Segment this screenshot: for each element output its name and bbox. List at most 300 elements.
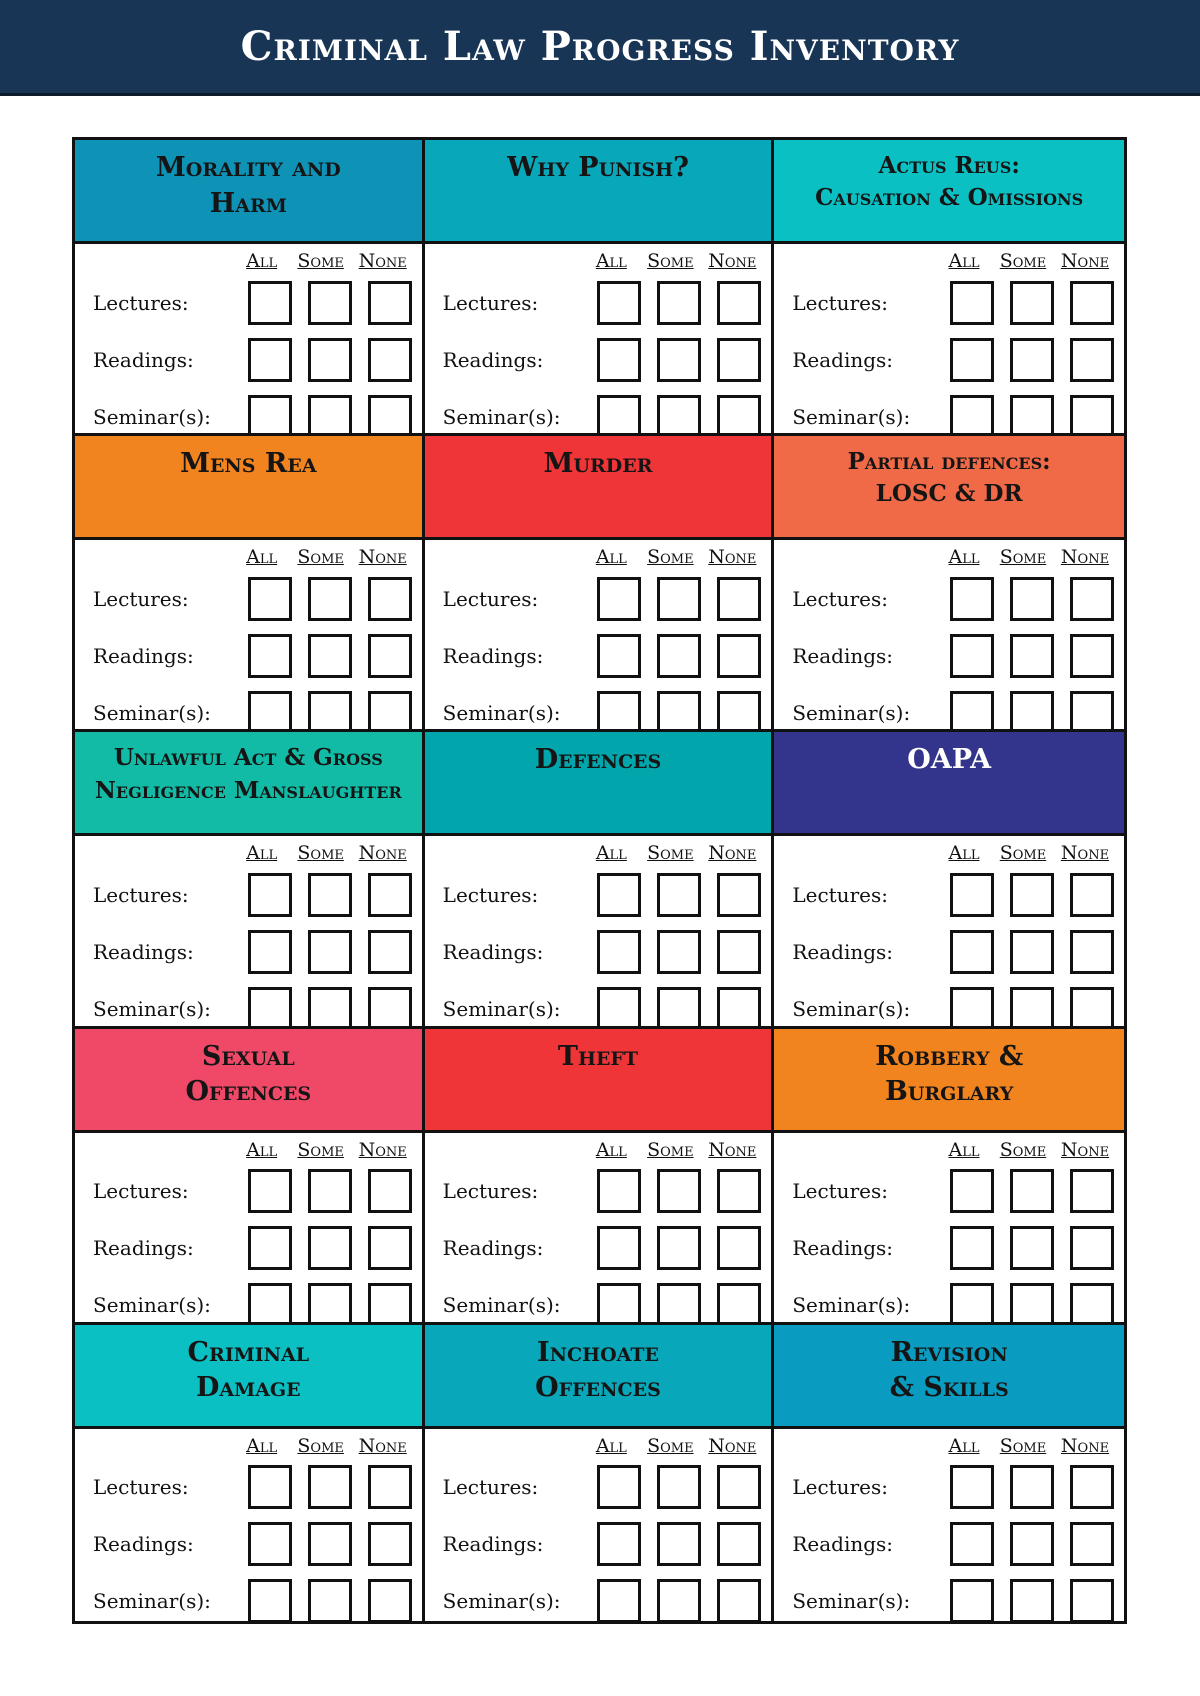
checkbox-readings-some[interactable]	[1010, 634, 1054, 678]
checkbox-lectures-all[interactable]	[248, 577, 292, 621]
checkbox-lectures-all[interactable]	[597, 281, 641, 325]
checkbox-lectures-all[interactable]	[597, 1465, 641, 1509]
checkbox-lectures-some[interactable]	[308, 281, 352, 325]
checkbox-lectures-none[interactable]	[368, 873, 412, 917]
topic-card-robbery-burglary	[774, 1029, 1124, 1325]
column-headers	[443, 842, 762, 866]
checkbox-group	[597, 1283, 761, 1325]
checkbox-lectures-some[interactable]	[657, 1465, 701, 1509]
column-headers	[792, 1139, 1114, 1163]
checkbox-group	[950, 281, 1114, 325]
topic-header	[75, 140, 422, 244]
checkbox-lectures-none[interactable]	[1070, 1169, 1114, 1213]
checkbox-seminars-some[interactable]	[1010, 1579, 1054, 1621]
checkbox-lectures-some[interactable]	[308, 577, 352, 621]
checkbox-group	[950, 577, 1114, 621]
row-label-seminars: Seminar(s):	[93, 996, 211, 1021]
progress-tracker	[425, 836, 772, 1028]
row-lectures	[93, 274, 412, 331]
row-lectures	[93, 866, 412, 923]
row-label-lectures: Lectures:	[93, 1179, 189, 1204]
checkbox-seminars-none[interactable]	[1070, 987, 1114, 1029]
column-headers	[93, 842, 412, 866]
topic-card-mens-rea	[75, 436, 425, 732]
column-header-some: Some	[999, 1434, 1047, 1457]
row-lectures	[443, 866, 762, 923]
checkbox-group	[597, 395, 761, 437]
column-header-some: Some	[999, 1138, 1047, 1161]
progress-tracker	[774, 1429, 1124, 1621]
topic-header	[75, 732, 422, 836]
checkbox-readings-all[interactable]	[597, 634, 641, 678]
row-label-lectures: Lectures:	[792, 290, 888, 315]
row-label-readings: Readings:	[792, 939, 894, 964]
checkbox-lectures-some[interactable]	[1010, 873, 1054, 917]
column-header-none: None	[1060, 1138, 1110, 1161]
checkbox-readings-none[interactable]	[1070, 1226, 1114, 1270]
checkbox-lectures-some[interactable]	[657, 1169, 701, 1213]
checkbox-lectures-none[interactable]	[1070, 873, 1114, 917]
checkbox-readings-none[interactable]	[368, 930, 412, 974]
checkbox-lectures-all[interactable]	[950, 577, 994, 621]
topic-header	[75, 436, 422, 540]
row-seminars	[443, 980, 762, 1028]
row-lectures	[792, 570, 1114, 627]
checkbox-seminars-none[interactable]	[368, 1283, 412, 1325]
checkbox-readings-all[interactable]	[248, 930, 292, 974]
progress-tracker	[75, 836, 422, 1028]
checkbox-group	[248, 987, 412, 1029]
checkbox-seminars-all[interactable]	[950, 987, 994, 1029]
checkbox-seminars-none[interactable]	[368, 691, 412, 733]
row-label-readings: Readings:	[792, 1532, 894, 1557]
checkbox-readings-all[interactable]	[950, 634, 994, 678]
checkbox-lectures-some[interactable]	[1010, 281, 1054, 325]
checkbox-group	[248, 395, 412, 437]
row-seminars	[443, 1277, 762, 1325]
checkbox-readings-none[interactable]	[368, 634, 412, 678]
checkbox-lectures-none[interactable]	[717, 577, 761, 621]
checkbox-seminars-some[interactable]	[308, 987, 352, 1029]
checkbox-readings-none[interactable]	[717, 338, 761, 382]
row-lectures	[443, 570, 762, 627]
checkbox-seminars-all[interactable]	[950, 691, 994, 733]
topic-title: Sexual Offences	[185, 1040, 312, 1108]
column-header-all: All	[595, 842, 627, 865]
checkbox-readings-some[interactable]	[657, 1522, 701, 1566]
row-seminars	[93, 980, 412, 1028]
row-label-seminars: Seminar(s):	[792, 996, 911, 1021]
row-label-lectures: Lectures:	[792, 1475, 888, 1500]
checkbox-group	[950, 873, 1114, 917]
row-label-lectures: Lectures:	[93, 586, 189, 611]
checkbox-lectures-all[interactable]	[950, 873, 994, 917]
checkbox-readings-none[interactable]	[717, 634, 761, 678]
checkbox-readings-some[interactable]	[308, 634, 352, 678]
checkbox-seminars-some[interactable]	[657, 1579, 701, 1621]
topic-card-theft	[425, 1029, 775, 1325]
checkbox-group	[597, 691, 761, 733]
checkbox-lectures-all[interactable]	[597, 873, 641, 917]
checkbox-group	[248, 873, 412, 917]
checkbox-readings-all[interactable]	[597, 930, 641, 974]
column-header-all: All	[948, 842, 980, 865]
topic-card-morality-and-harm	[75, 140, 425, 436]
progress-tracker	[75, 1133, 422, 1325]
row-label-seminars: Seminar(s):	[792, 700, 911, 725]
checkbox-lectures-none[interactable]	[1070, 577, 1114, 621]
checkbox-lectures-some[interactable]	[1010, 577, 1054, 621]
checkbox-seminars-some[interactable]	[657, 1283, 701, 1325]
checkbox-lectures-none[interactable]	[368, 1169, 412, 1213]
checkbox-seminars-some[interactable]	[657, 395, 701, 437]
checkbox-lectures-all[interactable]	[950, 1169, 994, 1213]
checkbox-lectures-none[interactable]	[368, 577, 412, 621]
row-lectures	[443, 274, 762, 331]
topic-card-revision-skills	[774, 1325, 1124, 1621]
checkbox-readings-all[interactable]	[597, 338, 641, 382]
row-seminars	[443, 388, 762, 436]
checkbox-group	[950, 1465, 1114, 1509]
checkbox-group	[248, 281, 412, 325]
checkbox-readings-some[interactable]	[308, 930, 352, 974]
checkbox-lectures-all[interactable]	[248, 281, 292, 325]
checkbox-readings-some[interactable]	[657, 930, 701, 974]
checkbox-seminars-none[interactable]	[1070, 395, 1114, 437]
topic-title: Partial defences: LOSC & DR	[847, 448, 1051, 508]
checkbox-readings-all[interactable]	[248, 338, 292, 382]
checkbox-readings-none[interactable]	[717, 1522, 761, 1566]
checkbox-seminars-some[interactable]	[308, 1283, 352, 1325]
topic-card-why-punish	[425, 140, 775, 436]
checkbox-seminars-all[interactable]	[950, 1579, 994, 1621]
topic-title: Morality and Harm	[155, 152, 341, 219]
checkbox-seminars-none[interactable]	[1070, 1579, 1114, 1621]
topic-header	[425, 1029, 772, 1133]
row-seminars	[93, 1573, 412, 1621]
checkbox-seminars-none[interactable]	[717, 1579, 761, 1621]
checkbox-readings-some[interactable]	[308, 1522, 352, 1566]
row-label-readings: Readings:	[792, 643, 894, 668]
checkbox-lectures-all[interactable]	[950, 281, 994, 325]
topic-card-partial-defences-losc-dr	[774, 436, 1124, 732]
topic-header	[774, 732, 1124, 836]
checkbox-lectures-none[interactable]	[717, 873, 761, 917]
checkbox-group	[950, 395, 1114, 437]
checkbox-seminars-some[interactable]	[1010, 1283, 1054, 1325]
checkbox-group	[950, 1579, 1114, 1621]
column-header-all: All	[246, 546, 278, 569]
column-header-some: Some	[999, 250, 1047, 272]
column-header-none: None	[1060, 250, 1110, 272]
checkbox-seminars-some[interactable]	[1010, 691, 1054, 733]
topic-title: Theft	[557, 1040, 639, 1072]
row-seminars	[93, 1277, 412, 1325]
row-label-lectures: Lectures:	[442, 290, 539, 315]
column-header-none: None	[358, 842, 407, 865]
row-seminars	[792, 684, 1114, 732]
checkbox-lectures-some[interactable]	[308, 873, 352, 917]
checkbox-seminars-all[interactable]	[950, 395, 994, 437]
checkbox-group	[950, 930, 1114, 974]
checkbox-lectures-none[interactable]	[368, 281, 412, 325]
checkbox-seminars-all[interactable]	[248, 987, 292, 1029]
checkbox-group	[248, 1226, 412, 1270]
topic-header	[774, 436, 1124, 540]
checkbox-lectures-some[interactable]	[1010, 1465, 1054, 1509]
topic-title: Revision & Skills	[889, 1336, 1009, 1404]
checkbox-readings-all[interactable]	[248, 1226, 292, 1270]
checkbox-seminars-some[interactable]	[657, 691, 701, 733]
checkbox-seminars-all[interactable]	[248, 395, 292, 437]
checkbox-lectures-none[interactable]	[717, 281, 761, 325]
checkbox-readings-all[interactable]	[597, 1522, 641, 1566]
checkbox-readings-none[interactable]	[368, 338, 412, 382]
row-label-lectures: Lectures:	[442, 1475, 539, 1500]
row-label-readings: Readings:	[442, 1236, 544, 1261]
topic-title: Criminal Damage	[187, 1336, 310, 1404]
column-header-some: Some	[999, 546, 1047, 569]
checkbox-seminars-none[interactable]	[717, 987, 761, 1029]
progress-tracker	[75, 1429, 422, 1621]
checkbox-seminars-some[interactable]	[657, 987, 701, 1029]
checkbox-lectures-none[interactable]	[717, 1169, 761, 1213]
checkbox-group	[248, 634, 412, 678]
row-readings	[792, 627, 1114, 684]
checkbox-group	[597, 281, 761, 325]
progress-tracker	[774, 540, 1124, 732]
column-header-some: Some	[297, 546, 344, 569]
row-seminars	[792, 1573, 1114, 1621]
checkbox-group	[950, 1522, 1114, 1566]
row-lectures	[93, 570, 412, 627]
row-lectures	[792, 1459, 1114, 1516]
checkbox-group	[950, 338, 1114, 382]
checkbox-readings-none[interactable]	[1070, 930, 1114, 974]
checkbox-seminars-some[interactable]	[308, 691, 352, 733]
checkbox-readings-all[interactable]	[950, 338, 994, 382]
checkbox-seminars-none[interactable]	[368, 987, 412, 1029]
checkbox-lectures-all[interactable]	[597, 1169, 641, 1213]
checkbox-readings-some[interactable]	[308, 338, 352, 382]
checkbox-lectures-some[interactable]	[1010, 1169, 1054, 1213]
column-header-all: All	[595, 1434, 627, 1457]
progress-tracker	[75, 540, 422, 732]
row-label-seminars: Seminar(s):	[93, 1293, 211, 1318]
checkbox-seminars-all[interactable]	[597, 1579, 641, 1621]
topic-title: Why Punish?	[507, 152, 689, 183]
checkbox-readings-some[interactable]	[308, 1226, 352, 1270]
topic-card-unlawful-act-gross-negligence-manslaughter	[75, 732, 425, 1028]
checkbox-readings-none[interactable]	[368, 1522, 412, 1566]
checkbox-seminars-all[interactable]	[248, 1283, 292, 1325]
column-header-all: All	[246, 250, 278, 272]
checkbox-group	[597, 1522, 761, 1566]
checkbox-readings-none[interactable]	[717, 930, 761, 974]
row-label-seminars: Seminar(s):	[442, 1293, 561, 1318]
column-header-some: Some	[297, 1138, 344, 1161]
checkbox-readings-some[interactable]	[1010, 930, 1054, 974]
column-header-none: None	[358, 546, 407, 569]
checkbox-seminars-none[interactable]	[368, 1579, 412, 1621]
checkbox-seminars-all[interactable]	[248, 1579, 292, 1621]
checkbox-seminars-none[interactable]	[717, 1283, 761, 1325]
column-headers	[443, 1435, 762, 1459]
checkbox-seminars-none[interactable]	[1070, 691, 1114, 733]
topic-header	[425, 732, 772, 836]
checkbox-seminars-all[interactable]	[597, 987, 641, 1029]
checkbox-readings-none[interactable]	[717, 1226, 761, 1270]
topic-card-sexual-offences	[75, 1029, 425, 1325]
checkbox-readings-some[interactable]	[657, 1226, 701, 1270]
checkbox-lectures-all[interactable]	[248, 1169, 292, 1213]
column-header-none: None	[358, 1434, 407, 1457]
topic-card-defences	[425, 732, 775, 1028]
column-headers	[93, 250, 412, 274]
progress-tracker	[774, 836, 1124, 1028]
checkbox-seminars-none[interactable]	[717, 395, 761, 437]
checkbox-lectures-none[interactable]	[717, 1465, 761, 1509]
checkbox-lectures-none[interactable]	[368, 1465, 412, 1509]
checkbox-readings-all[interactable]	[950, 1226, 994, 1270]
row-readings	[443, 1516, 762, 1573]
column-header-none: None	[1060, 546, 1110, 569]
checkbox-seminars-some[interactable]	[1010, 395, 1054, 437]
column-header-some: Some	[647, 1434, 694, 1457]
checkbox-seminars-some[interactable]	[308, 1579, 352, 1621]
checkbox-group	[950, 1226, 1114, 1270]
row-seminars	[93, 388, 412, 436]
topic-header	[774, 1325, 1124, 1429]
checkbox-group	[950, 1169, 1114, 1213]
column-header-all: All	[246, 1434, 278, 1457]
checkbox-readings-none[interactable]	[1070, 338, 1114, 382]
topic-title: Robbery & Burglary	[875, 1040, 1024, 1108]
row-label-seminars: Seminar(s):	[93, 404, 211, 429]
row-label-readings: Readings:	[93, 643, 194, 668]
progress-tracker	[425, 244, 772, 436]
checkbox-lectures-some[interactable]	[308, 1465, 352, 1509]
row-label-readings: Readings:	[93, 347, 194, 372]
checkbox-readings-some[interactable]	[1010, 1522, 1054, 1566]
topic-title: Defences	[534, 744, 662, 776]
checkbox-group	[248, 1522, 412, 1566]
checkbox-group	[597, 577, 761, 621]
checkbox-readings-all[interactable]	[248, 634, 292, 678]
row-label-readings: Readings:	[792, 347, 894, 372]
checkbox-readings-all[interactable]	[950, 1522, 994, 1566]
checkbox-readings-all[interactable]	[950, 930, 994, 974]
row-readings	[93, 331, 412, 388]
checkbox-lectures-all[interactable]	[248, 873, 292, 917]
row-label-seminars: Seminar(s):	[442, 700, 561, 725]
column-headers	[93, 1139, 412, 1163]
checkbox-group	[950, 691, 1114, 733]
checkbox-readings-all[interactable]	[597, 1226, 641, 1270]
checkbox-seminars-all[interactable]	[248, 691, 292, 733]
checkbox-seminars-some[interactable]	[1010, 987, 1054, 1029]
checkbox-lectures-all[interactable]	[248, 1465, 292, 1509]
title-bar	[0, 0, 1200, 96]
checkbox-readings-none[interactable]	[368, 1226, 412, 1270]
row-label-lectures: Lectures:	[792, 1179, 888, 1204]
checkbox-seminars-all[interactable]	[597, 395, 641, 437]
row-label-readings: Readings:	[93, 939, 194, 964]
column-header-none: None	[708, 546, 757, 569]
checkbox-lectures-all[interactable]	[950, 1465, 994, 1509]
checkbox-lectures-none[interactable]	[1070, 281, 1114, 325]
row-readings	[93, 627, 412, 684]
checkbox-readings-all[interactable]	[248, 1522, 292, 1566]
progress-tracker	[75, 244, 422, 436]
checkbox-lectures-some[interactable]	[308, 1169, 352, 1213]
column-header-none: None	[708, 1138, 757, 1161]
row-lectures	[443, 1459, 762, 1516]
row-label-readings: Readings:	[442, 643, 544, 668]
checkbox-readings-some[interactable]	[657, 634, 701, 678]
topic-header	[774, 140, 1124, 244]
checkbox-lectures-some[interactable]	[657, 873, 701, 917]
column-header-all: All	[595, 546, 627, 569]
column-header-none: None	[708, 250, 757, 272]
checkbox-seminars-some[interactable]	[308, 395, 352, 437]
checkbox-seminars-all[interactable]	[597, 1283, 641, 1325]
checkbox-group	[597, 987, 761, 1029]
row-lectures	[792, 866, 1114, 923]
row-label-lectures: Lectures:	[442, 586, 539, 611]
row-label-readings: Readings:	[93, 1532, 194, 1557]
row-label-lectures: Lectures:	[93, 882, 189, 907]
row-readings	[792, 1220, 1114, 1277]
checkbox-seminars-none[interactable]	[368, 395, 412, 437]
checkbox-lectures-all[interactable]	[597, 577, 641, 621]
column-header-all: All	[948, 250, 980, 272]
row-label-lectures: Lectures:	[792, 882, 888, 907]
row-lectures	[792, 274, 1114, 331]
checkbox-group	[597, 1579, 761, 1621]
checkbox-readings-some[interactable]	[1010, 1226, 1054, 1270]
checkbox-readings-none[interactable]	[1070, 1522, 1114, 1566]
checkbox-group	[597, 1465, 761, 1509]
topic-header	[425, 436, 772, 540]
checkbox-seminars-all[interactable]	[950, 1283, 994, 1325]
checkbox-lectures-some[interactable]	[657, 281, 701, 325]
checkbox-readings-none[interactable]	[1070, 634, 1114, 678]
checkbox-readings-some[interactable]	[657, 338, 701, 382]
checkbox-group	[248, 1579, 412, 1621]
checkbox-readings-some[interactable]	[1010, 338, 1054, 382]
checkbox-group	[248, 691, 412, 733]
checkbox-group	[597, 1169, 761, 1213]
checkbox-seminars-none[interactable]	[1070, 1283, 1114, 1325]
row-readings	[443, 1220, 762, 1277]
checkbox-group	[597, 930, 761, 974]
checkbox-lectures-some[interactable]	[657, 577, 701, 621]
checkbox-lectures-none[interactable]	[1070, 1465, 1114, 1509]
checkbox-seminars-all[interactable]	[597, 691, 641, 733]
row-readings	[443, 923, 762, 980]
topic-header	[75, 1029, 422, 1133]
row-readings	[792, 331, 1114, 388]
row-label-seminars: Seminar(s):	[93, 1589, 211, 1614]
row-label-seminars: Seminar(s):	[792, 404, 911, 429]
row-seminars	[792, 388, 1114, 436]
topic-header	[774, 1029, 1124, 1133]
row-readings	[93, 1516, 412, 1573]
checkbox-seminars-none[interactable]	[717, 691, 761, 733]
row-readings	[792, 923, 1114, 980]
row-lectures	[443, 1163, 762, 1220]
